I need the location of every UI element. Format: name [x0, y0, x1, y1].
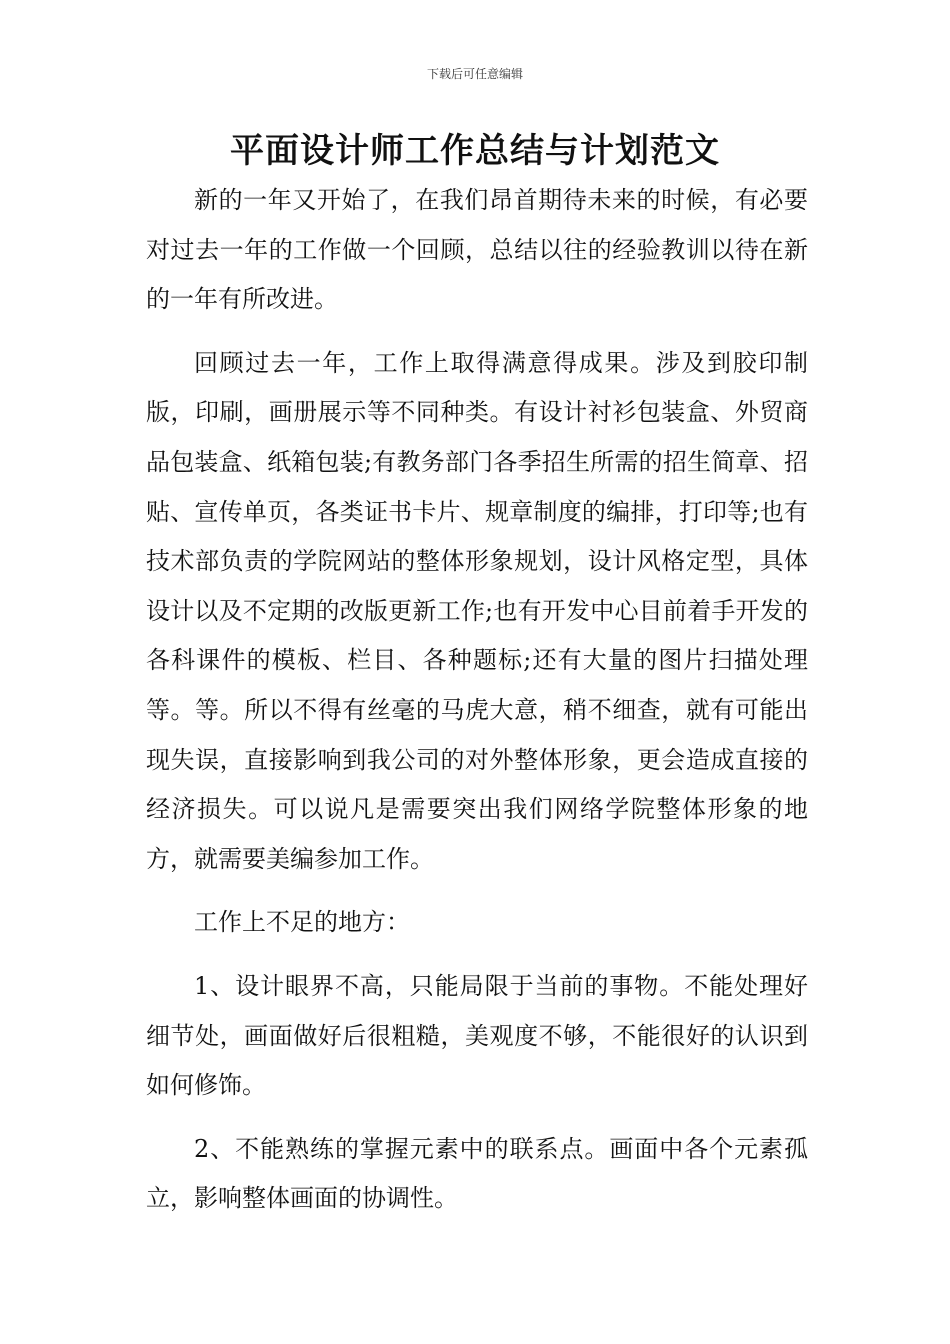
paragraph-shortcoming-1: 1、设计眼界不高，只能局限于当前的事物。不能处理好细节处，画面做好后很粗糙，美观度不够，不能很好的认识到如何修饰。: [146, 971, 808, 1100]
paragraph-intro: 新的一年又开始了，在我们昂首期待未来的时候，有必要对过去一年的工作做一个回顾，总结以往的经验教训以待在新的一年有所改进。: [146, 186, 808, 314]
header-note: 下载后可任意编辑: [426, 67, 523, 81]
paragraph-review: 回顾过去一年，工作上取得满意得成果。涉及到胶印制版，印刷，画册展示等不同种类。有设计衬衫包装盒、外贸商品包装盒、纸箱包装;有教务部门各季招生所需的招生简章、招贴、宣传单页，各类证书卡片、规章制度的编排，打印等;也有技术部负责的学院网站的整体形象规划，设计风格定型，具体设计以及不定期的改版更新工作;也有开发中心目前着手开发的各科课件的模板、栏目、各种题标;还有大量的图片扫描处理等。等。所以不得有丝毫的马虎大意，稍不细查，就有可能出现失误，直接影响到我公司的对外整体形象，更会造成直接的经济损失。可以说凡是需要突出我们网络学院整体形象的地方，就需要美编参加工作。: [146, 348, 808, 873]
paragraph-shortcoming-2: 2、不能熟练的掌握元素中的联系点。画面中各个元素孤立，影响整体画面的协调性。: [146, 1134, 808, 1213]
document-title: 平面设计师工作总结与计划范文: [230, 131, 720, 171]
document-body: [146, 176, 808, 1238]
paragraph-shortcomings-heading: 工作上不足的地方：: [194, 908, 410, 937]
